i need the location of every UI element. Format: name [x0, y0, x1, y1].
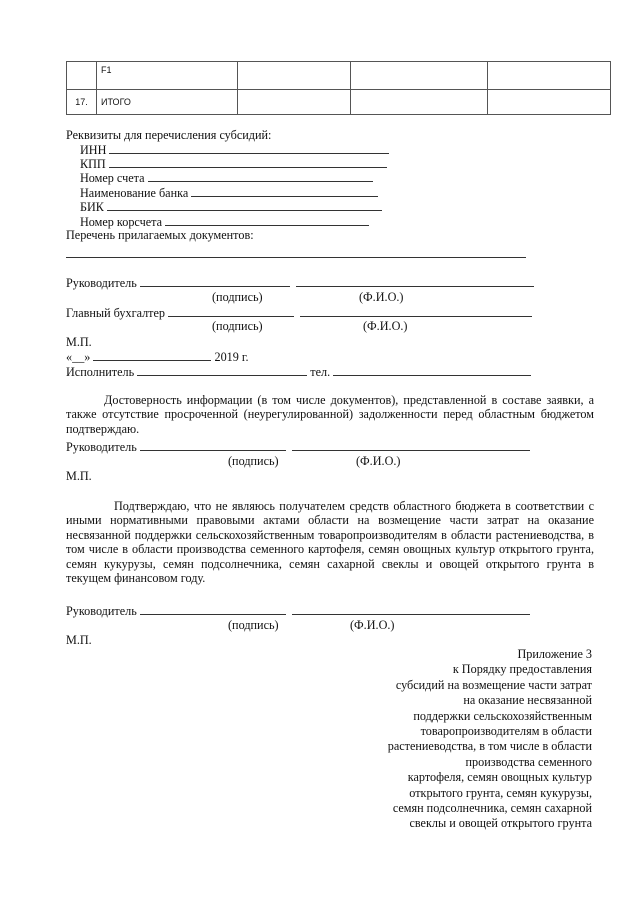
bank-label: Наименование банка [80, 186, 189, 200]
appendix-line: поддержки сельскохозяйственным [413, 708, 592, 723]
date-year: 2019 г. [214, 350, 249, 364]
table-row [67, 90, 611, 115]
appendix-line: свеклы и овощей открытого грунта [409, 816, 592, 831]
account-label: Номер счета [80, 171, 145, 185]
fio-caption: (Ф.И.О.) [363, 319, 408, 333]
accountant-field [66, 306, 532, 319]
accountant-signature-blank[interactable] [168, 306, 294, 317]
stamp-place: М.П. [66, 633, 92, 647]
stamp-place: М.П. [66, 469, 92, 483]
docs-list-label: Перечень прилагаемых документов: [66, 228, 254, 242]
head-name-blank[interactable] [292, 604, 530, 615]
appendix-line: Приложение 3 [517, 647, 592, 661]
appendix-line: на оказание несвязанной [463, 693, 592, 708]
non-recipient-paragraph [66, 499, 594, 585]
tel-blank[interactable] [333, 365, 531, 376]
bik-field [80, 200, 382, 213]
appendix-line: производства семенного [465, 754, 592, 769]
stamp-place: М.П. [66, 335, 92, 349]
confirmation-text: Достоверность информации (в том числе документов), представленной в составе заявки, а также отсутствие просроченной (неурегулированной) задолженности перед областным бюджетом подтверждаю. [66, 393, 594, 436]
inn-field [80, 143, 389, 156]
accountant-label: Главный бухгалтер [66, 306, 166, 320]
appendix-line: картофеля, семян овощных культур [407, 770, 592, 785]
table-cell [488, 62, 611, 90]
head-signature-blank[interactable] [140, 440, 286, 451]
signature-caption: (подпись) [228, 618, 279, 632]
head-field [66, 276, 534, 289]
tel-label: тел. [310, 365, 331, 379]
executor-field [66, 365, 531, 378]
signature-caption: (подпись) [228, 454, 279, 468]
appendix-line: семян подсолнечника, семян сахарной [392, 801, 592, 816]
head-field [66, 440, 530, 453]
appendix-line: субсидий на возмещение части затрат [395, 677, 592, 692]
table-cell [351, 62, 488, 90]
table-cell [488, 90, 611, 115]
kpp-field [80, 157, 387, 170]
table-cell [238, 62, 351, 90]
appendix-line: товаропроизводителям в области [420, 724, 592, 739]
head-label: Руководитель [66, 440, 137, 454]
appendix-line: открытого грунта, семян кукурузы, [409, 785, 592, 800]
subsidy-table [66, 61, 611, 115]
date-field [66, 350, 249, 363]
requisites-title: Реквизиты для перечисления субсидий: [66, 128, 272, 142]
bik-blank[interactable] [107, 200, 382, 211]
head-label: Руководитель [66, 276, 137, 290]
head-label: Руководитель [66, 604, 137, 618]
row-name-cell: ИТОГО [97, 90, 238, 115]
account-blank[interactable] [148, 171, 373, 182]
appendix-header [292, 647, 592, 832]
inn-label: ИНН [80, 143, 107, 157]
date-day: «__» [66, 350, 91, 364]
docs-list-blank[interactable] [66, 257, 526, 258]
table-cell [238, 90, 351, 115]
corr-blank[interactable] [165, 215, 369, 226]
bik-label: БИК [80, 200, 104, 214]
executor-label: Исполнитель [66, 365, 135, 379]
kpp-blank[interactable] [109, 157, 387, 168]
bank-field [80, 186, 378, 199]
inn-blank[interactable] [109, 143, 389, 154]
head-signature-blank[interactable] [140, 276, 290, 287]
row-number-cell: 17. [67, 90, 97, 115]
non-recipient-text: Подтверждаю, что не являюсь получателем средств областного бюджета в соответствии с иными нормативными правовыми актами области на возмещение части затрат на оказание несвязанной поддержки сельскохозяйственным товаропроизводителям в области растениеводства, в том числе в области производства семенного картофеля, семян овощных культур открытого грунта, семян кукурузы, семян подсолнечника, семян сахарной свеклы и овощей открытого грунта в текущем финансовом году. [66, 499, 594, 586]
signature-caption: (подпись) [212, 290, 263, 304]
kpp-label: КПП [80, 157, 106, 171]
head-name-blank[interactable] [296, 276, 534, 287]
head-name-blank[interactable] [292, 440, 530, 451]
head-signature-blank[interactable] [140, 604, 286, 615]
appendix-line: к Порядку предоставления [452, 662, 592, 677]
corr-label: Номер корсчета [80, 215, 163, 229]
date-month-blank[interactable] [93, 350, 211, 361]
executor-blank[interactable] [137, 365, 307, 376]
corr-field [80, 215, 369, 228]
confirmation-paragraph [66, 393, 594, 436]
appendix-line: растениеводства, в том числе в области [387, 739, 592, 754]
head-field [66, 604, 530, 617]
fio-caption: (Ф.И.О.) [359, 290, 404, 304]
fio-caption: (Ф.И.О.) [350, 618, 395, 632]
bank-blank[interactable] [191, 186, 378, 197]
accountant-name-blank[interactable] [300, 306, 532, 317]
row-number-cell [67, 62, 97, 90]
row-name-cell: F1 [97, 62, 238, 90]
fio-caption: (Ф.И.О.) [356, 454, 401, 468]
signature-caption: (подпись) [212, 319, 263, 333]
table-row [67, 62, 611, 90]
table-cell [351, 90, 488, 115]
account-field [80, 171, 373, 184]
